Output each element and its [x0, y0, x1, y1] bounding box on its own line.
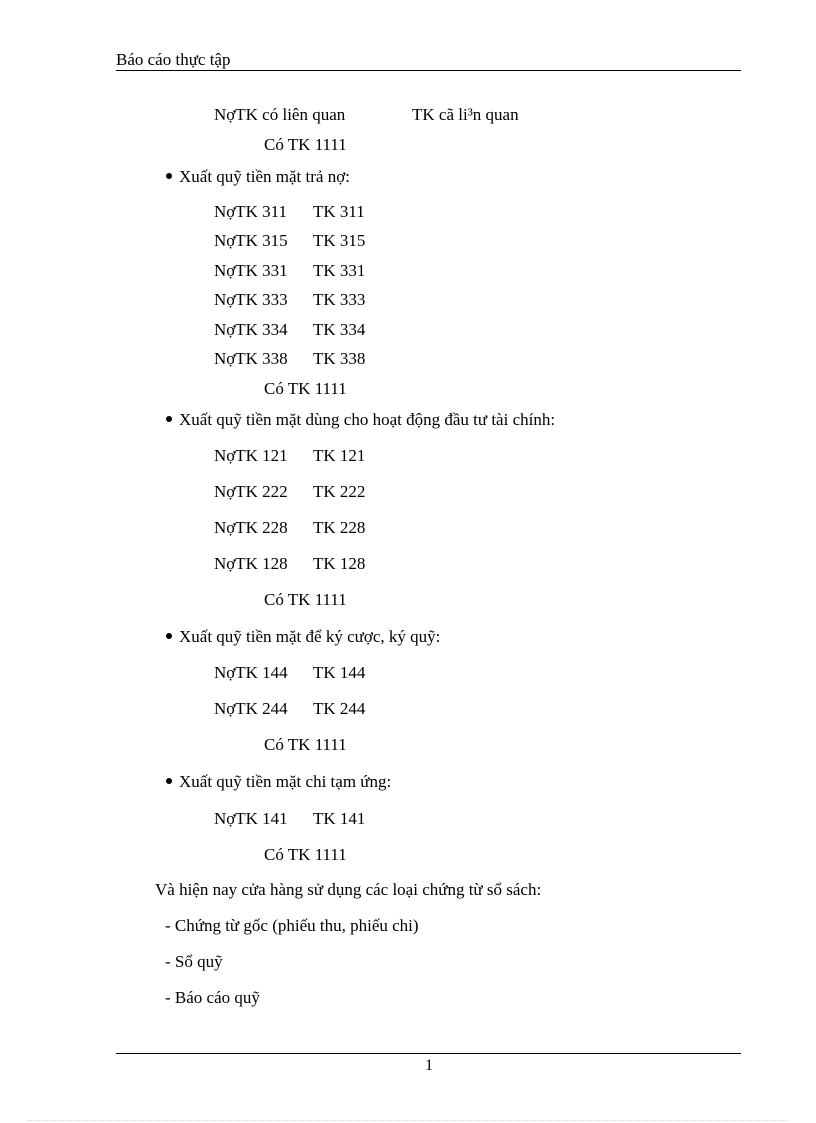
entry-credit: TK 144 — [313, 663, 366, 682]
entry-debit: NợTK 128 — [214, 554, 288, 573]
entry-debit: NợTK 334 — [214, 320, 288, 339]
bullet-icon — [166, 173, 172, 179]
entry-credit: TK 315 — [313, 231, 366, 250]
entry-debit: NợTK 222 — [214, 482, 288, 501]
entry-credit: TK 121 — [313, 446, 366, 465]
entry-debit: NợTK 141 — [214, 809, 288, 828]
intro-credit: TK cã li³n quan — [412, 105, 519, 124]
entry-debit: NợTK 331 — [214, 261, 288, 280]
entry-debit: NợTK 333 — [214, 290, 288, 309]
entry-debit: NợTK 244 — [214, 699, 288, 718]
section-heading: Xuất quỹ tiền mặt trả nợ: — [166, 168, 350, 185]
entry-credit: TK 334 — [313, 320, 366, 339]
intro-debit: NợTK có liên quan — [214, 105, 346, 124]
entry-credit: TK 338 — [313, 349, 366, 368]
header-title: Báo cáo thực tập — [116, 50, 231, 69]
entry-credit: TK 331 — [313, 261, 366, 280]
entry-credit: TK 141 — [313, 809, 366, 828]
entry-co: Có TK 1111 — [264, 379, 347, 398]
bullet-icon — [166, 633, 172, 639]
section-heading: Xuất quỹ tiền mặt chi tạm ứng: — [166, 773, 391, 790]
section-heading: Xuất quỹ tiền mặt để ký cược, ký quỹ: — [166, 628, 440, 645]
entry-credit: TK 222 — [313, 482, 366, 501]
closing-list-item: - Sổ quỹ — [165, 952, 223, 971]
entry-debit: NợTK 121 — [214, 446, 288, 465]
intro-co: Có TK 1111 — [264, 135, 347, 154]
entry-credit: TK 128 — [313, 554, 366, 573]
closing-paragraph: Và hiện nay cửa hàng sử dụng các loại chứng từ sổ sách: — [155, 880, 542, 899]
entry-co: Có TK 1111 — [264, 590, 347, 609]
entry-debit: NợTK 311 — [214, 202, 288, 221]
footer-rule — [116, 1053, 741, 1054]
entry-credit: TK 244 — [313, 699, 366, 718]
bullet-icon — [166, 416, 172, 422]
entry-credit: TK 333 — [313, 290, 366, 309]
closing-list-item: - Chứng từ gốc (phiếu thu, phiếu chi) — [165, 916, 419, 935]
entry-co: Có TK 1111 — [264, 845, 347, 864]
entry-debit: NợTK 228 — [214, 518, 288, 537]
entry-debit: NợTK 315 — [214, 231, 288, 250]
closing-list-item: - Báo cáo quỹ — [165, 988, 260, 1007]
entry-debit: NợTK 338 — [214, 349, 288, 368]
page-number: 1 — [425, 1057, 433, 1074]
entry-debit: NợTK 144 — [214, 663, 288, 682]
page-edge-divider — [28, 1120, 788, 1121]
entry-credit: TK 311 — [313, 202, 365, 221]
entry-credit: TK 228 — [313, 518, 366, 537]
section-heading: Xuất quỹ tiền mặt dùng cho hoạt động đầu tư tài chính: — [166, 411, 555, 428]
header-rule — [116, 70, 741, 71]
entry-co: Có TK 1111 — [264, 735, 347, 754]
bullet-icon — [166, 778, 172, 784]
